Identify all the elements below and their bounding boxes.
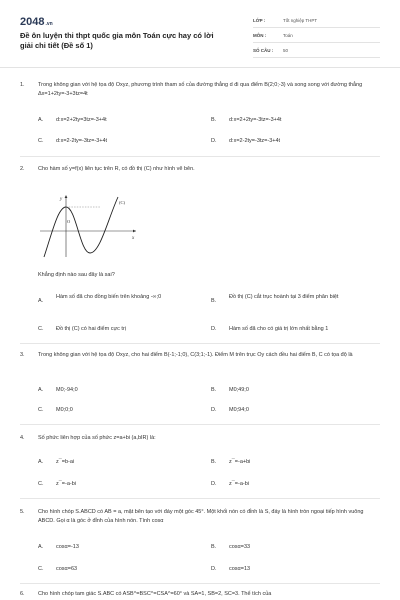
question-text: Cho hàm số y=f(x) liên tục trên R, có đồ thị (C) như hình vẽ bên.	[38, 166, 195, 172]
option-text: d:x=2-2ty=-3tz=-3+4t	[56, 138, 108, 144]
option-text: cosα=13	[229, 566, 251, 572]
question-divider	[20, 424, 380, 425]
meta-row-count	[253, 44, 380, 58]
option-letter: B.	[211, 544, 217, 550]
option-letter: C.	[38, 407, 44, 413]
y-axis-arrow	[65, 195, 68, 198]
option-text: cosα=63	[56, 566, 78, 572]
curve-label: (C)	[119, 200, 125, 205]
function-graph	[38, 193, 138, 259]
meta-label: SỐ CÂU :	[253, 48, 274, 53]
question-divider	[20, 156, 380, 157]
document-title: Đề ôn luyện thi thpt quốc gia môn Toán cực hay có lời giải chi tiết (Đề số 1)	[20, 31, 214, 50]
meta-row-subject	[253, 29, 380, 43]
option-letter: B.	[211, 387, 217, 393]
option-letter: D.	[211, 481, 217, 487]
question-number: 1.	[20, 82, 25, 88]
option-text: z¯=b-ai	[56, 459, 75, 465]
meta-value: Tốt nghiệp THPT	[283, 18, 318, 23]
option-letter: A.	[38, 117, 44, 123]
option-letter: A.	[38, 298, 44, 304]
question-text: Trong không gian với hệ tọa độ Oxyz, phương trình tham số của đường thẳng d đi qua điểm B(2;0;-3) và song song với đường thẳng Δx=1+2ty=-3+3tz=4t	[38, 82, 363, 97]
option-text: Hàm số đã cho đồng biến trên khoảng -∞;0	[56, 294, 162, 300]
question-text: Cho hình chóp tam giác S.ABC có ASB^=BSC^=CSA^=60° và SA=1, SB=2, SC=3. Thể tích của	[38, 591, 272, 597]
option-text: M0;94;0	[229, 407, 249, 413]
option-letter: D.	[211, 138, 217, 144]
question-number: 4.	[20, 435, 25, 441]
option-letter: C.	[38, 481, 44, 487]
option-letter: A.	[38, 544, 44, 550]
question-subtext: Khẳng định nào sau đây là sai?	[38, 272, 115, 278]
option-text: z¯=-a-bi	[229, 481, 250, 487]
question-text: Cho hình chóp S.ABCD có AB = a, mặt bên tạo với đáy một góc 45°. Một khối nón có đỉnh là S, đáy là hình tròn ngoại tiếp hình vuông ABCD. Gọi α là góc ở đỉnh của hình nón. Tính cosα	[38, 509, 364, 524]
option-letter: C.	[38, 566, 44, 572]
option-text: Đồ thị (C) có hai điểm cực trị	[56, 326, 127, 332]
question-6	[0, 590, 400, 600]
option-text: d:x=2+2ty=3tz=-3+4t	[56, 117, 107, 123]
meta-label: MÔN :	[253, 33, 267, 38]
question-number: 6.	[20, 591, 25, 597]
meta-label: LỚP :	[253, 18, 266, 23]
question-text: Trong không gian với hệ tọa độ Oxyz, cho hai điểm B(-1;-1;0), C(3;1;-1). Điểm M trên trục Oy cách đều hai điểm B, C có tọa độ là	[38, 352, 353, 358]
meta-value: Toán	[283, 33, 293, 38]
question-divider	[20, 498, 380, 499]
option-text: z¯=-a-bi	[56, 481, 77, 487]
logo-tld: .vn	[45, 21, 53, 27]
option-letter: A.	[38, 387, 44, 393]
option-text: cosα=-13	[56, 544, 79, 550]
question-divider	[20, 583, 380, 584]
x-axis-label: x	[132, 236, 135, 241]
option-letter: B.	[211, 117, 217, 123]
option-text: z¯=-a+bi	[229, 459, 251, 465]
option-letter: D.	[211, 407, 217, 413]
origin-label: O	[67, 219, 71, 224]
y-axis-label: y	[60, 197, 63, 202]
option-letter: B.	[211, 298, 217, 304]
option-text: cosα=33	[229, 544, 251, 550]
option-letter: A.	[38, 459, 44, 465]
option-text: Hàm số đã cho có giá trị lớn nhất bằng 1	[229, 326, 329, 332]
meta-row-class	[253, 14, 380, 28]
curve-c	[44, 197, 118, 257]
option-text: M0;49;0	[229, 387, 249, 393]
question-number: 5.	[20, 509, 25, 515]
option-text: M0;-94;0	[56, 387, 78, 393]
option-letter: C.	[38, 138, 44, 144]
question-divider	[20, 343, 380, 344]
site-logo[interactable]: 2048.vn	[20, 16, 53, 28]
meta-value: 50	[283, 48, 289, 53]
option-letter: B.	[211, 459, 217, 465]
option-text: d:x=2-2ty=-3tz=-3+4t	[229, 138, 281, 144]
question-number: 3.	[20, 352, 25, 358]
option-text: Đồ thị (C) cắt trục hoành tại 3 điểm phân biệt	[229, 294, 339, 300]
option-letter: D.	[211, 326, 217, 332]
option-letter: D.	[211, 566, 217, 572]
page-header	[0, 0, 400, 68]
question-number: 2.	[20, 166, 25, 172]
question-text: Số phức liên hợp của số phức z=a+bi (a,bIR) là:	[38, 435, 156, 441]
x-axis-arrow	[133, 230, 136, 233]
option-letter: C.	[38, 326, 44, 332]
option-text: d:x=2+2ty=-3tz=-3+4t	[229, 117, 282, 123]
option-text: M0;0;0	[56, 407, 73, 413]
